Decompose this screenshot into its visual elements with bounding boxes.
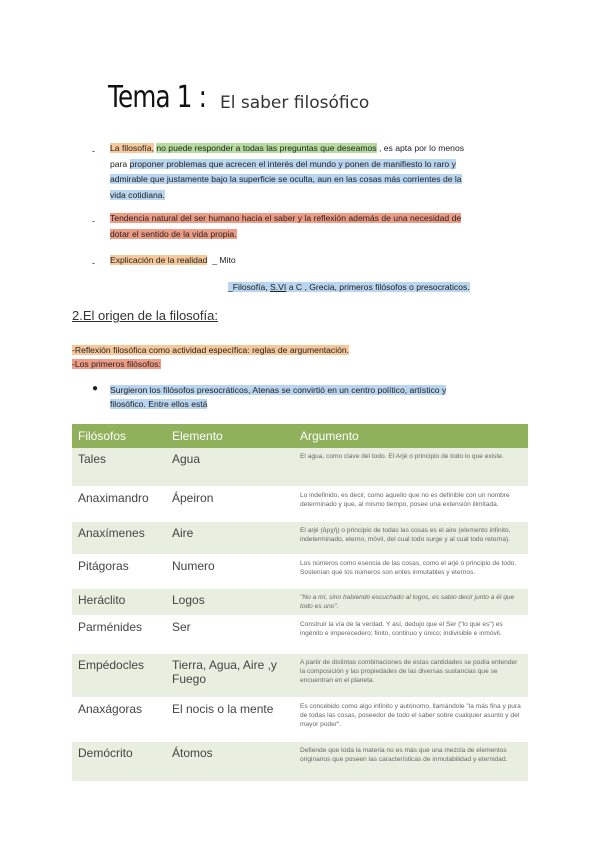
plain-text: _ Mito — [212, 255, 236, 265]
table-cell: Defiende que toda la materia no es más que una mezcla de elementos originarios que poseen las características de inmutabilidad y eternidad. — [294, 741, 528, 781]
table-row — [72, 554, 528, 588]
table-row — [72, 741, 528, 781]
table-cell: Agua — [166, 448, 294, 486]
table-cell: Parménides — [72, 615, 166, 653]
dash-bullet: - — [92, 216, 95, 226]
dot-paragraph — [110, 383, 522, 411]
table-cell: Lo indefinido, es decir, como aquello que no es definible con un nombre determinado y que, al mismo tiempo, posee una extensión ilimitada. — [294, 486, 528, 521]
philosophers-table — [72, 424, 528, 782]
bullet-dot: ● — [92, 383, 99, 394]
table-cell: Pitágoras — [72, 554, 166, 588]
title-main: Tema 1 : — [108, 80, 207, 115]
title-subtitle: El saber filosófico — [220, 93, 370, 113]
table-row — [72, 486, 528, 521]
table-cell: Los números como esencia de las cosas, como el arjé o principio de todo. Sostenían que los números son entes inmutables y eternos. — [294, 554, 528, 588]
table-row — [72, 588, 528, 615]
highlight-text: admirable que justamente bajo la superficie se oculta, aun en las cosas más corrientes de la — [110, 174, 462, 184]
table-cell: Numero — [166, 554, 294, 588]
highlight-text: La filosofía, — [110, 143, 154, 153]
plain-text: a C , Grecia, primeros filósofos o presocraticos. — [288, 282, 470, 292]
highlight-text: dotar el sentido de la vida propia. — [110, 228, 237, 239]
table-cell: Anaximandro — [72, 486, 166, 521]
table-cell: Átomos — [166, 741, 294, 781]
highlight-text: vida cotidiana. — [110, 189, 165, 200]
plain-text: para — [110, 158, 128, 169]
highlight-text: proponer problemas que acrecen el interés del mundo y ponen de manifiesto lo raro y — [129, 158, 456, 169]
table-cell: Tales — [72, 448, 166, 486]
highlight-text: Tendencia natural del ser humano hacia el saber y la reflexión además de una necesidad de — [110, 213, 462, 223]
table-cell: "No a mí, sino habiendo escuchado al logos, es sabio decir junto a él que todo es uno". — [294, 588, 528, 615]
table-cell: Aire — [166, 521, 294, 554]
table-row — [72, 448, 528, 486]
page-title — [108, 80, 370, 115]
table-row — [72, 615, 528, 653]
highlight-text: Surgieron los filósofos presocráticos, Atenas se convirtió en un centro político, artístico y — [110, 385, 447, 395]
table-cell: A partir de distintas combinaciones de estas cantidades se podía entender la composición y las propiedades de las diversas sustancias que se encuentran en el planeta. — [294, 653, 528, 697]
table-cell: Anaxímenes — [72, 521, 166, 554]
table-cell: Es concebido como algo infinito y autónomo, llamándole "la más fina y pura de todas las cosas, poseedor de todo el saber sobre cualquier asunto y del mayor poder". — [294, 697, 528, 741]
table-cell: El agua, como clave del todo. El Arjé o principio de todo lo que existe. — [294, 448, 528, 486]
table-cell: Logos — [166, 588, 294, 615]
table-cell: Ser — [166, 615, 294, 653]
bullet-paragraph-3 — [110, 253, 522, 269]
table-header: Filósofos — [72, 424, 166, 448]
table-cell: Heráclito — [72, 588, 166, 615]
plain-text: , es apta por lo menos — [379, 143, 465, 153]
bullet-paragraph-1 — [110, 141, 522, 203]
table-cell: Ápeiron — [166, 486, 294, 521]
highlight-text: -Reflexión filosófica como actividad específica: reglas de argumentación. — [72, 345, 350, 355]
plain-text: _Filosofía, — [228, 282, 268, 292]
section-heading: 2.El origen de la filosofía: — [72, 308, 218, 323]
table-cell: Demócrito — [72, 741, 166, 781]
table-row — [72, 697, 528, 741]
table-cell: Anaxágoras — [72, 697, 166, 741]
section-line-2 — [72, 358, 161, 371]
highlight-text: -Los primeros filósofos: — [72, 359, 161, 369]
highlight-text: filosófico. Entre ellos está — [110, 399, 208, 409]
table-cell: Construir la vía de la verdad. Y así, dedujo que el Ser ("lo que es") es ingénito e imperecedero; finito, continuo y único; indivisible e inmóvil. — [294, 615, 528, 653]
table-header: Argumento — [294, 424, 528, 448]
table-cell: Tierra, Agua, Aire ,y Fuego — [166, 653, 294, 697]
table-cell: El arjé (ἀρχή) o principio de todas las cosas es el aire (elemento infinito, indeterminado, eterno, móvil, del cual todo surge y al cual todo retorna). — [294, 521, 528, 554]
highlight-text: no puede responder a todas las preguntas que deseamos — [156, 143, 377, 153]
section-line-1 — [72, 344, 349, 357]
bullet-3-line-2 — [228, 280, 470, 296]
highlight-text: Explicación de la realidad — [110, 255, 208, 265]
table-header-row — [72, 424, 528, 448]
bullet-paragraph-2 — [110, 211, 522, 242]
underlined-text: S.VI — [270, 282, 287, 292]
table-header: Elemento — [166, 424, 294, 448]
table-cell: Empédocles — [72, 653, 166, 697]
dash-bullet: - — [92, 146, 95, 156]
table-cell: El nocis o la mente — [166, 697, 294, 741]
table-row — [72, 653, 528, 697]
table-row — [72, 521, 528, 554]
dash-bullet: - — [92, 258, 95, 268]
